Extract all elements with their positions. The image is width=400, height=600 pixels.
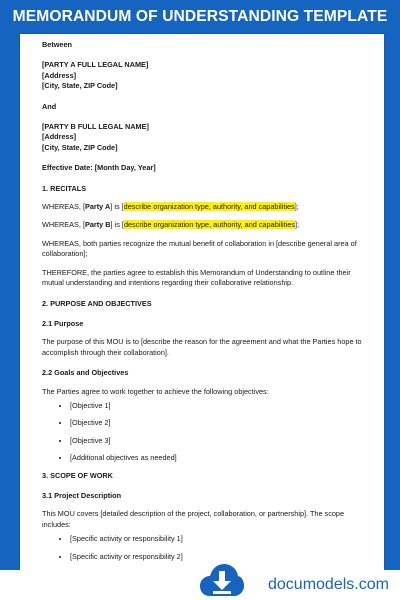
party-a-address: [Address] <box>42 70 77 80</box>
section-2-1-text: The purpose of this MOU is to [describe the reason for the agreement and what the Parties hope to accomplish through their collaboration]. <box>42 337 362 357</box>
highlighted-placeholder: describe organization type, authority, and capabilities <box>123 202 295 212</box>
effective-date: Effective Date: [Month Day, Year] <box>42 163 156 173</box>
recital-both-parties: WHEREAS, both parties recognize the mutual benefit of collaboration in [describe general area of collaboration]; <box>42 238 357 259</box>
list-item: • [Additional objectives as needed] <box>70 453 372 463</box>
section-3-1-heading: 3.1 Project Description <box>42 490 122 500</box>
party-b-name: [PARTY B FULL LEGAL NAME] <box>42 122 149 132</box>
recital-party-a: WHEREAS, [Party A] is [describe organization type, authority, and capabilities]; <box>42 202 299 212</box>
document-page <box>20 34 384 570</box>
document-body <box>42 40 372 586</box>
party-b-city: [City, State, ZIP Code] <box>42 142 118 152</box>
highlighted-placeholder: describe organization type, authority, and capabilities <box>123 220 295 230</box>
section-3-heading: 3. SCOPE OF WORK <box>42 470 113 480</box>
party-a-city: [City, State, ZIP Code] <box>42 81 118 91</box>
section-3-1-text: This MOU covers [detailed description of the project, collaboration, or partnership]. The scope includes: <box>42 509 345 529</box>
page-title: MEMORANDUM OF UNDERSTANDING TEMPLATE <box>12 8 388 25</box>
objectives-list <box>42 401 372 464</box>
recital-party-b: WHEREAS, [Party B] is [describe organization type, authority, and capabilities]; <box>42 220 300 230</box>
section-1-heading: 1. RECITALS <box>42 183 87 193</box>
list-item: • [Objective 3] <box>70 436 372 446</box>
and-label: And <box>42 101 57 111</box>
list-item: • [Specific activity or responsibility 2] <box>70 552 372 562</box>
section-2-2-heading: 2.2 Goals and Objectives <box>42 368 129 378</box>
list-item: • [Specific activity or responsibility 1] <box>70 534 372 544</box>
header-banner <box>0 0 400 34</box>
between-label: Between <box>42 40 73 49</box>
section-2-1-heading: 2.1 Purpose <box>42 318 84 328</box>
list-item: • [Objective 1] <box>70 401 372 411</box>
cloud-download-icon <box>200 562 244 600</box>
brand-link[interactable]: documodels.com <box>268 576 389 593</box>
section-2-heading: 2. PURPOSE AND OBJECTIVES <box>42 298 152 308</box>
therefore-clause: THEREFORE, the parties agree to establish this Memorandum of Understanding to outline their mutual understanding and intentions regarding their collaborative relationship. <box>42 267 351 288</box>
party-a-name: [PARTY A FULL LEGAL NAME] <box>42 60 149 70</box>
list-item: • [Objective 2] <box>70 418 372 428</box>
footer-bar <box>0 570 400 600</box>
section-2-2-text: The Parties agree to work together to achieve the following objectives: <box>42 386 269 396</box>
party-b-address: [Address] <box>42 132 77 142</box>
